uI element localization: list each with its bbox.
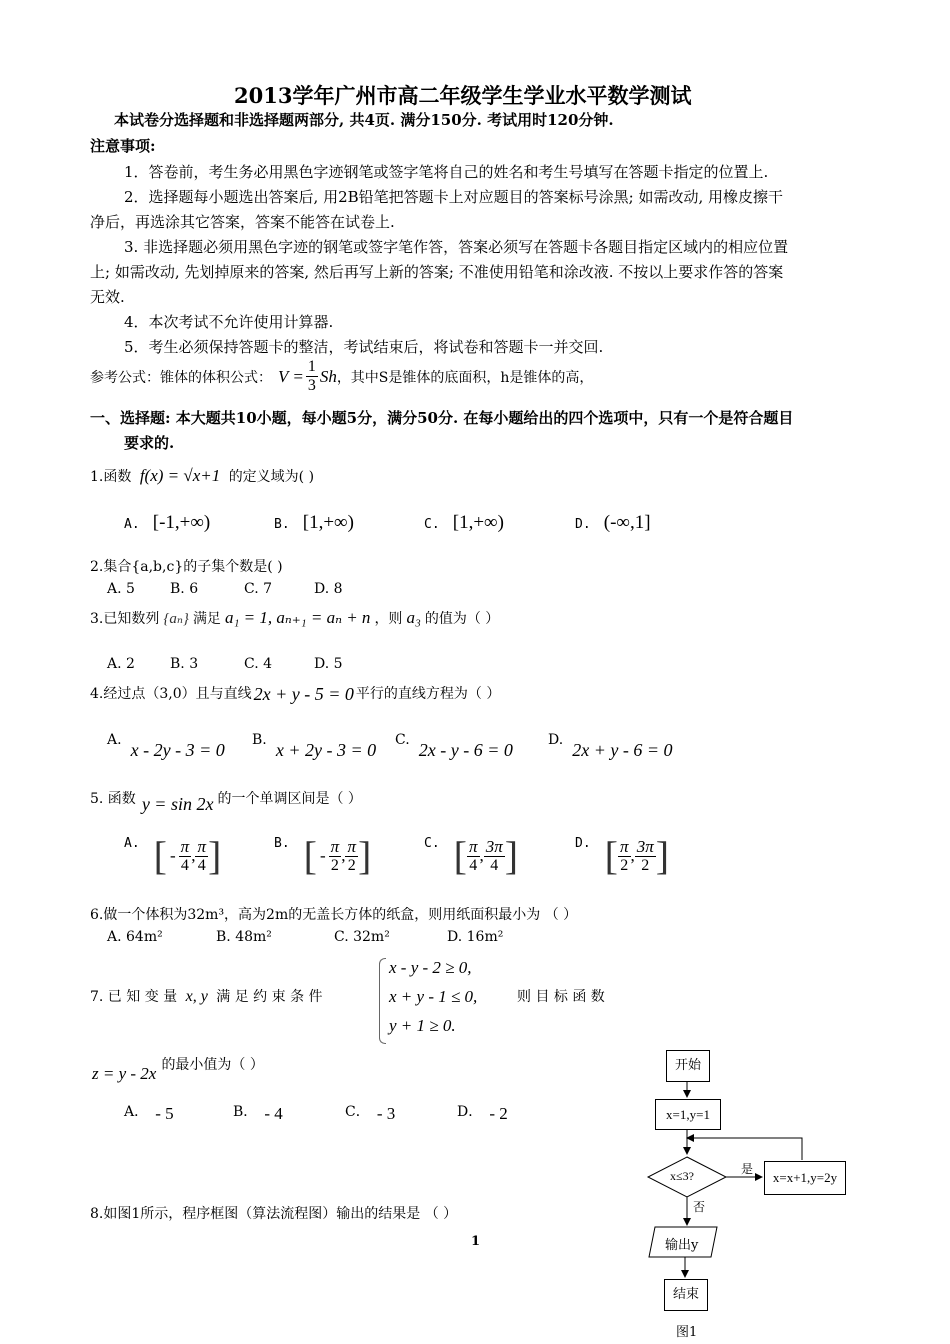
q6-option-c[interactable]: C. 32m² xyxy=(334,929,390,945)
flowchart-yes-label: 是 xyxy=(741,1162,754,1176)
q7-objective-suffix: 的最小值为（ ） xyxy=(161,1057,264,1073)
q5-option-d-close-bracket: ] xyxy=(655,833,670,878)
q5-option-b-close-bracket: ] xyxy=(357,833,372,878)
page-title: 2013学年广州市高二年级学生学业水平数学测试 xyxy=(234,83,692,108)
q7-mid: 满 足 约 束 条 件 xyxy=(216,989,323,1005)
q7-option-b-label: B． xyxy=(233,1104,258,1120)
q4-option-a-label: A. xyxy=(107,732,122,748)
q5-option-b-minus: - xyxy=(319,846,326,865)
q4-suffix: 平行的直线方程为（ ） xyxy=(355,685,501,702)
q3-a3: a₃ xyxy=(406,608,421,627)
q5-d-right-den: 2 xyxy=(641,856,650,874)
page-number: 1 xyxy=(471,1234,481,1249)
q5-d-right-num: 3π xyxy=(636,836,654,856)
q4-option-c-label: C. xyxy=(395,732,410,748)
q5-b-left-num: π xyxy=(330,836,340,856)
q3-option-b[interactable]: B. 3 xyxy=(170,656,199,672)
formula-prefix: 参考公式：锥体的体积公式： xyxy=(90,369,272,386)
q1-option-d-label: D. xyxy=(575,517,591,532)
q5-option-b-label: B. xyxy=(274,836,290,851)
q6-option-a[interactable]: A. 64m² xyxy=(107,929,163,945)
q4-option-d-label: D. xyxy=(548,732,564,748)
q7-constraint-1: x - y - 2 ≥ 0, xyxy=(389,958,472,977)
q7-option-a-label: A． xyxy=(124,1104,149,1120)
q4-option-d-value: 2x + y - 6 = 0 xyxy=(572,740,673,760)
section-heading-line2: 要求的. xyxy=(124,434,175,452)
q1-option-c-label: C. xyxy=(424,517,440,532)
q7-option-d-value: - 2 xyxy=(489,1104,508,1123)
q7-objective: z = y - 2x xyxy=(92,1064,157,1083)
arrow-loop-back xyxy=(687,1138,802,1160)
q5-option-a-label: A. xyxy=(124,836,140,851)
q5-c-right-den: 4 xyxy=(490,856,499,874)
q5-option-c-label: C. xyxy=(424,836,440,851)
flowchart-update-label: x=x+1,y=2y xyxy=(772,1170,838,1185)
q5-option-a-minus: - xyxy=(169,846,176,865)
section-heading-line1: 一、选择题: 本大题共10小题，每小题5分，满分50分. 在每小题给出的四个选项中，只有一个是符合题目 xyxy=(90,409,794,427)
question-2-stem: 2.集合{a,b,c}的子集个数是( ) xyxy=(90,559,283,575)
formula-lhs: V = xyxy=(278,366,304,386)
q5-c-left-num: π xyxy=(468,836,478,856)
q5-option-c-comma: , xyxy=(479,846,484,865)
note-2-line1: 2．选择题每小题选出答案后, 用2B铅笔把答题卡上对应题目的答案标号涂黑; 如需改动, 用橡皮擦干 xyxy=(124,188,784,206)
formula-denominator: 3 xyxy=(307,377,316,394)
q5-prefix: 5. 函数 xyxy=(90,790,136,807)
q5-b-right-den: 2 xyxy=(347,856,356,874)
q5-option-c-close-bracket: ] xyxy=(504,833,519,878)
q7-constraint-3: y + 1 ≥ 0. xyxy=(389,1016,456,1035)
q4-option-c-value: 2x - y - 6 = 0 xyxy=(418,740,513,760)
q5-option-d-label: D. xyxy=(575,836,591,851)
note-5: 5．考生必须保持答题卡的整洁，考试结束后，将试卷和答题卡一并交回. xyxy=(124,338,604,356)
flowchart-no-label: 否 xyxy=(693,1200,706,1214)
q5-c-right-num: 3π xyxy=(485,836,503,856)
q7-vars: x, y xyxy=(185,988,208,1005)
q5-a-right-den: 4 xyxy=(197,856,206,874)
q4-option-b-label: B. xyxy=(252,732,267,748)
note-1: 1．答卷前，考生务必用黑色字迹钢笔或签字笔将自己的姓名和考生号填写在答题卡指定的位置上. xyxy=(124,163,769,181)
q1-option-b-label: B. xyxy=(274,517,290,532)
q7-option-d-label: D． xyxy=(457,1104,483,1120)
q3-suffix: 的值为（ ） xyxy=(424,611,500,627)
q5-expression: y = sin 2x xyxy=(141,794,214,814)
q5-option-a-close-bracket: ] xyxy=(207,833,222,878)
note-2-line2: 净后，再选涂其它答案，答案不能答在试卷上. xyxy=(90,213,395,231)
q5-b-left-den: 2 xyxy=(330,856,339,874)
q7-option-b-value: - 4 xyxy=(264,1104,283,1123)
q7-option-c-label: C． xyxy=(345,1104,370,1120)
q1-option-b-value: [1,+∞) xyxy=(302,512,354,533)
q5-option-b-comma: , xyxy=(341,846,346,865)
flowchart-decision-label: x≤3? xyxy=(670,1169,694,1183)
q7-suffix: 则 目 标 函 数 xyxy=(517,989,605,1005)
q3-expression: a₁ = 1, aₙ₊₁ = aₙ + n xyxy=(224,608,371,627)
q1-option-c-value: [1,+∞) xyxy=(452,512,504,533)
q5-option-b-open-bracket: [ xyxy=(303,833,317,878)
q2-option-c[interactable]: C. 7 xyxy=(244,581,273,597)
q1-option-d-value: (-∞,1] xyxy=(603,512,651,533)
q2-option-d[interactable]: D. 8 xyxy=(314,581,343,597)
q5-option-a-comma: , xyxy=(191,846,196,865)
q3-option-a[interactable]: A. 2 xyxy=(107,656,135,672)
flowchart-output-label: 输出y xyxy=(665,1238,699,1253)
q4-line: 2x + y - 5 = 0 xyxy=(253,684,354,704)
flowchart-init-label: x=1,y=1 xyxy=(666,1107,710,1122)
q5-a-left-num: π xyxy=(180,836,190,856)
note-3-line2: 上; 如需改动, 先划掉原来的答案, 然后再写上新的答案; 不准使用铅笔和涂改液. 不按以上要求作答的答案 xyxy=(90,263,784,281)
notice-heading: 注意事项: xyxy=(90,137,156,155)
q1-expression: f(x) = √x+1 xyxy=(139,466,221,485)
q7-prefix: 7. 已 知 变 量 xyxy=(90,989,178,1005)
q5-a-left-den: 4 xyxy=(180,856,189,874)
q5-suffix: 的一个单调区间是（ ） xyxy=(217,790,362,807)
note-3-line3: 无效. xyxy=(90,288,125,306)
q6-option-b[interactable]: B. 48m² xyxy=(216,929,272,945)
q7-option-c-value: - 3 xyxy=(376,1104,396,1123)
note-3-line1: 3. 非选择题必须用黑色字迹的钢笔或签字笔作答，答案必须写在答题卡各题目指定区域内的相应位置 xyxy=(124,238,789,256)
q1-option-a-value: [-1,+∞) xyxy=(152,512,211,533)
q5-c-left-den: 4 xyxy=(469,856,478,874)
q4-prefix: 4.经过点（3,0）且与直线 xyxy=(90,685,252,702)
q5-a-right-num: π xyxy=(197,836,206,856)
q1-suffix: 的定义域为( ) xyxy=(228,469,315,485)
flowchart-update xyxy=(764,1161,846,1195)
q3-sequence: {aₙ} xyxy=(163,610,189,627)
flowchart-end-label: 结束 xyxy=(672,1287,699,1302)
q5-option-d-open-bracket: [ xyxy=(604,833,618,878)
q2-option-a[interactable]: A. 5 xyxy=(107,581,135,597)
q1-option-a-label: A. xyxy=(124,517,140,532)
q3-prefix: 3.已知数列 xyxy=(90,611,160,627)
q2-option-b[interactable]: B. 6 xyxy=(170,581,199,597)
flowchart-end xyxy=(664,1279,708,1311)
q7-constraint-2: x + y - 1 ≤ 0, xyxy=(389,987,478,1006)
q5-option-a-open-bracket: [ xyxy=(153,833,167,878)
q7-option-a-value: - 5 xyxy=(155,1104,174,1123)
note-4: 4．本次考试不允许使用计算器. xyxy=(124,313,334,331)
q5-option-c-open-bracket: [ xyxy=(453,833,467,878)
q4-option-b-value: x + 2y - 3 = 0 xyxy=(275,740,377,760)
q6-option-d[interactable]: D. 16m² xyxy=(447,929,504,945)
q5-d-left-den: 2 xyxy=(620,856,629,874)
q3-option-d[interactable]: D. 5 xyxy=(314,656,343,672)
q5-d-left-num: π xyxy=(619,836,629,856)
q3-mid: 满足 xyxy=(192,611,221,627)
q5-option-d-comma: , xyxy=(630,846,635,865)
exam-intro: 本试卷分选择题和非选择题两部分, 共4页. 满分150分. 考试用时120分钟. xyxy=(114,111,614,129)
flowchart-init xyxy=(655,1099,721,1130)
figure-caption: 图1 xyxy=(676,1325,698,1340)
question-8-stem: 8.如图1所示，程序框图（算法流程图）输出的结果是 （ ） xyxy=(90,1206,458,1222)
q5-b-right-num: π xyxy=(347,836,356,856)
flowchart-start-label: 开始 xyxy=(674,1058,701,1073)
formula-suffix: ，其中S是锥体的底面积，h是锥体的高， xyxy=(336,369,594,386)
formula-numerator: 1 xyxy=(307,358,316,375)
flowchart-start xyxy=(666,1050,710,1082)
q3-mid2: ，则 xyxy=(374,611,403,627)
q3-option-c[interactable]: C. 4 xyxy=(244,656,273,672)
q1-prefix: 1.函数 xyxy=(90,469,132,485)
question-6-stem: 6.做一个体积为32m³，高为2m的无盖长方体的纸盒，则用纸面积最小为 （ ） xyxy=(90,907,578,923)
q4-option-a-value: x - 2y - 3 = 0 xyxy=(130,740,225,760)
formula-rhs: Sh xyxy=(319,366,337,386)
